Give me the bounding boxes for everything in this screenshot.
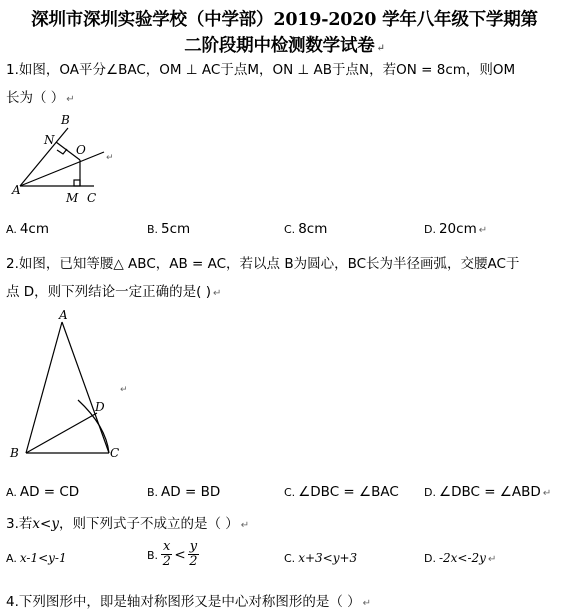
q1-text-line2-text: 长为（ ）: [6, 90, 65, 106]
q3-option-c[interactable]: [284, 550, 357, 566]
q3-prefix: 3.若: [6, 516, 33, 532]
return-mark-icon: ↵: [362, 598, 372, 609]
q2-option-a[interactable]: [6, 484, 79, 500]
q1-option-a[interactable]: [6, 221, 49, 237]
return-mark-icon: ↵: [106, 153, 114, 163]
q1-option-c[interactable]: [284, 221, 327, 237]
q1-option-b[interactable]: [147, 221, 190, 237]
return-mark-icon: ↵: [478, 225, 488, 236]
q1-option-a-label: A.: [6, 223, 17, 236]
q1-text-line1: 1.如图，OA平分∠BAC，OM ⊥ AC于点M，ON ⊥ AB于点N，若ON = 8cm，则OM: [6, 62, 516, 78]
q2-label-D: D: [95, 400, 105, 414]
return-mark-icon: ↵: [542, 488, 552, 499]
return-mark-icon: ↵: [213, 288, 222, 299]
q2-option-c-value: ∠DBC = ∠BAC: [298, 484, 399, 500]
q1-label-A: A: [12, 183, 21, 197]
exam-title-line2-text: 二阶段期中检测数学试卷: [184, 36, 375, 56]
q3-option-b-label: B.: [147, 548, 159, 562]
q1-text-line2: [6, 86, 75, 106]
q3-option-b-fraction-right: [188, 540, 199, 569]
q1-option-c-label: C.: [284, 223, 296, 236]
q3-option-c-value: x+3<y+3: [298, 551, 358, 565]
q2-label-A: A: [59, 308, 68, 322]
q1-option-d-value: 20cm: [438, 221, 477, 237]
q3-option-a[interactable]: [6, 550, 67, 566]
q1-label-M: M: [66, 191, 79, 205]
q2-text-line1: 2.如图，已知等腰△ ABC，AB = AC，若以点 B为圆心，BC长为半径画弧，交腰AC于: [6, 256, 520, 272]
q2-option-d-value: ∠DBC = ∠ABD: [438, 484, 541, 500]
return-mark-icon: ↵: [240, 520, 250, 531]
q2-option-b-value: AD = BD: [161, 484, 221, 500]
q1-option-d[interactable]: [424, 221, 487, 237]
q3-option-b-den1: 2: [162, 554, 171, 569]
q1-label-B: B: [61, 113, 70, 127]
q1-option-b-label: B.: [147, 223, 159, 236]
q1-option-a-value: 4cm: [19, 221, 49, 237]
q3-option-a-label: A.: [6, 552, 17, 565]
q2-triangle-figure: [6, 306, 136, 468]
q2-option-b-label: B.: [147, 486, 159, 499]
q3-option-b[interactable]: [147, 540, 199, 569]
q3-option-d-value: -2x<-2y: [438, 551, 486, 565]
return-mark-icon: ↵: [66, 94, 75, 105]
q1-label-C: C: [87, 191, 97, 205]
q4-text-content: 4.下列图形中，即是轴对称图形又是中心对称图形的是（ ）: [6, 594, 361, 610]
q2-option-a-label: A.: [6, 486, 17, 499]
q3-text: [6, 512, 249, 532]
q3-var-y: y: [51, 516, 59, 532]
q3-option-b-num1: x: [163, 539, 171, 554]
q3-option-b-less-than: <: [174, 546, 186, 563]
q1-option-b-value: 5cm: [161, 221, 191, 237]
q3-less-than: <: [40, 516, 52, 532]
q4-text: [6, 590, 371, 610]
q2-option-c[interactable]: [284, 484, 399, 500]
q2-label-C: C: [110, 446, 120, 460]
q3-option-d[interactable]: [424, 550, 496, 566]
q3-option-c-label: C.: [284, 552, 296, 565]
q3-option-b-den2: 2: [189, 554, 198, 569]
q3-var-x: x: [32, 516, 41, 532]
exam-title-line2: [0, 32, 569, 57]
q2-option-d[interactable]: [424, 484, 551, 500]
q1-label-O: O: [76, 143, 86, 157]
q1-option-d-label: D.: [424, 223, 436, 236]
exam-title-line1: 深圳市深圳实验学校（中学部）2019-2020 学年八年级下学期第: [31, 10, 538, 30]
q3-option-b-num2: y: [189, 539, 198, 554]
q1-option-c-value: 8cm: [298, 221, 328, 237]
return-mark-icon: ↵: [120, 385, 128, 395]
q2-option-a-value: AD = CD: [19, 484, 80, 500]
q3-option-b-fraction-left: [161, 540, 172, 569]
q2-option-c-label: C.: [284, 486, 296, 499]
q2-label-B: B: [10, 446, 19, 460]
q2-text-line2-text: 点 D，则下列结论一定正确的是( ): [6, 284, 212, 300]
q2-text-line2: [6, 280, 221, 300]
q3-option-d-label: D.: [424, 552, 436, 565]
q2-option-b[interactable]: [147, 484, 220, 500]
q1-angle-figure: [8, 110, 128, 210]
q2-option-d-label: D.: [424, 486, 436, 499]
q1-label-N: N: [44, 133, 55, 147]
q3-option-a-value: x-1<y-1: [19, 551, 67, 565]
q3-suffix: ，则下列式子不成立的是（ ）: [58, 516, 239, 532]
return-mark-icon: ↵: [487, 554, 497, 565]
return-mark-icon: ↵: [376, 43, 385, 54]
